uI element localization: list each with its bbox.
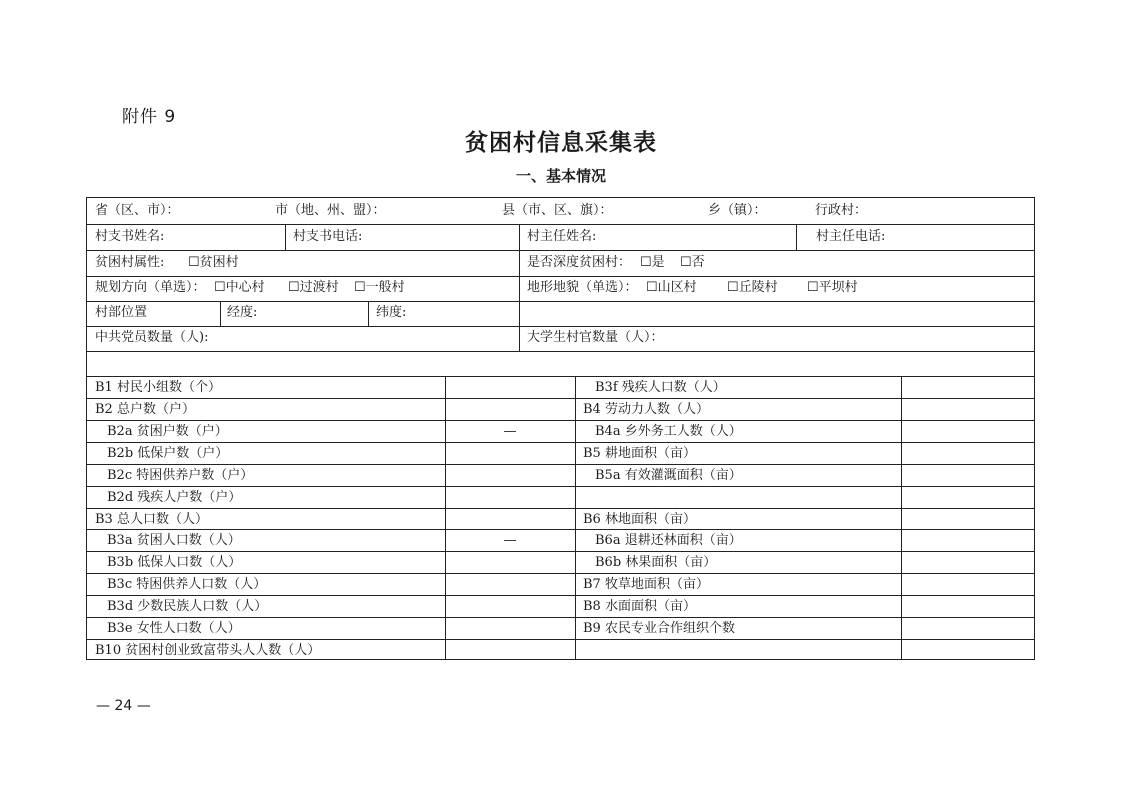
right-item-label: B3f 残疾人口数（人） [595,380,726,395]
right-item-label: B6b 林果面积（亩） [595,555,717,570]
row-divider [87,276,1034,277]
row-divider [87,508,1034,509]
row-divider [87,551,1034,552]
left-item-label: B10 贫困村创业致富带头人人数（人） [95,643,321,658]
poverty-attr-label: 贫困村属性: [95,255,165,270]
left-item-label: B2b 低保户数（户） [107,446,229,461]
left-item-label: B2 总户数（户） [95,402,195,417]
terrain-plain-checkbox[interactable]: ☐平坝村 [807,280,858,295]
secretary-name-label: 村支书姓名: [95,229,165,244]
left-item-label: B3a 贫困人口数（人） [107,533,241,548]
col-divider [445,376,446,660]
terrain-mountain-checkbox[interactable]: ☐山区村 [646,280,697,295]
director-name-label: 村主任姓名: [527,229,597,244]
left-item-label: B2a 贫困户数（户） [107,424,228,439]
col-divider [220,301,221,326]
plan-general-checkbox[interactable]: ☐一般村 [354,280,405,295]
info-form-table [86,197,1035,660]
row-divider [87,617,1034,618]
col-divider [368,301,369,326]
col-divider [519,224,520,351]
left-item-label: B3e 女性人口数（人） [107,621,241,636]
row-divider [87,639,1034,640]
row-divider [87,351,1034,352]
col-divider [575,376,576,660]
right-item-label: B8 水面面积（亩） [583,599,696,614]
village-label: 行政村： [815,203,868,218]
left-item-label: B2d 残疾人户数（户） [107,490,242,505]
location-label: 村部位置 [95,305,148,320]
left-item-label: B2c 特困供养户数（户） [107,468,254,483]
deep-poverty-label: 是否深度贫困村： [527,255,632,270]
plan-transition-checkbox[interactable]: ☐过渡村 [288,280,339,295]
township-label: 乡（镇）： [708,203,767,218]
col-divider [796,224,797,250]
right-item-label: B6a 退耕还林面积（亩） [595,533,742,548]
right-item-label: B9 农民专业合作组织个数 [583,621,735,636]
row-divider [87,301,1034,302]
row-divider [87,224,1034,225]
college-officials-label: 大学生村官数量（人）： [527,330,664,345]
row-divider [87,595,1034,596]
right-item-label: B5 耕地面积（亩） [583,446,696,461]
right-item-label: B6 林地面积（亩） [583,512,696,527]
row-divider [87,529,1034,530]
row-divider [87,250,1034,251]
left-item-label: B1 村民小组数（个） [95,380,221,395]
party-members-label: 中共党员数量（人): [95,330,209,345]
province-label: 省（区、市）： [95,203,180,218]
county-label: 县（市、区、旗）： [502,203,613,218]
city-label: 市（地、州、盟）： [275,203,386,218]
row-divider [87,442,1034,443]
attachment-label: 附件 9 [122,107,177,127]
page-title: 贫困村信息采集表 [465,129,657,156]
row-divider [87,376,1034,377]
row-divider [87,420,1034,421]
latitude-label: 纬度: [376,305,407,320]
plan-center-checkbox[interactable]: ☐中心村 [214,280,265,295]
right-item-label: B4 劳动力人数（人） [583,402,709,417]
page-number: — 24 — [96,698,151,714]
section-title: 一、基本情况 [515,167,606,185]
terrain-label: 地形地貌（单选）： [527,280,638,295]
right-item-label: B7 牧草地面积（亩） [583,577,709,592]
left-item-label: B3 总人口数（人） [95,512,208,527]
left-item-value: — [503,424,517,439]
left-item-label: B3b 低保人口数（人） [107,555,242,570]
row-divider [87,326,1034,327]
director-phone-label: 村主任电话: [816,229,886,244]
row-divider [87,464,1034,465]
left-item-value: — [503,533,517,548]
row-divider [87,398,1034,399]
left-item-label: B3d 少数民族人口数（人） [107,599,268,614]
row-divider [87,573,1034,574]
plan-direction-label: 规划方向（单选）： [95,280,206,295]
deep-no-checkbox[interactable]: ☐否 [680,255,705,270]
col-divider [285,224,286,250]
right-item-label: B5a 有效灌溉面积（亩） [595,468,742,483]
secretary-phone-label: 村支书电话: [293,229,363,244]
col-divider [901,376,902,660]
left-item-label: B3c 特困供养人口数（人） [107,577,267,592]
row-divider [87,486,1034,487]
terrain-hill-checkbox[interactable]: ☐丘陵村 [727,280,778,295]
poverty-attr-checkbox[interactable]: ☐贫困村 [188,255,239,270]
longitude-label: 经度: [227,305,258,320]
right-item-label: B4a 乡外务工人数（人） [595,424,742,439]
deep-yes-checkbox[interactable]: ☐是 [640,255,665,270]
